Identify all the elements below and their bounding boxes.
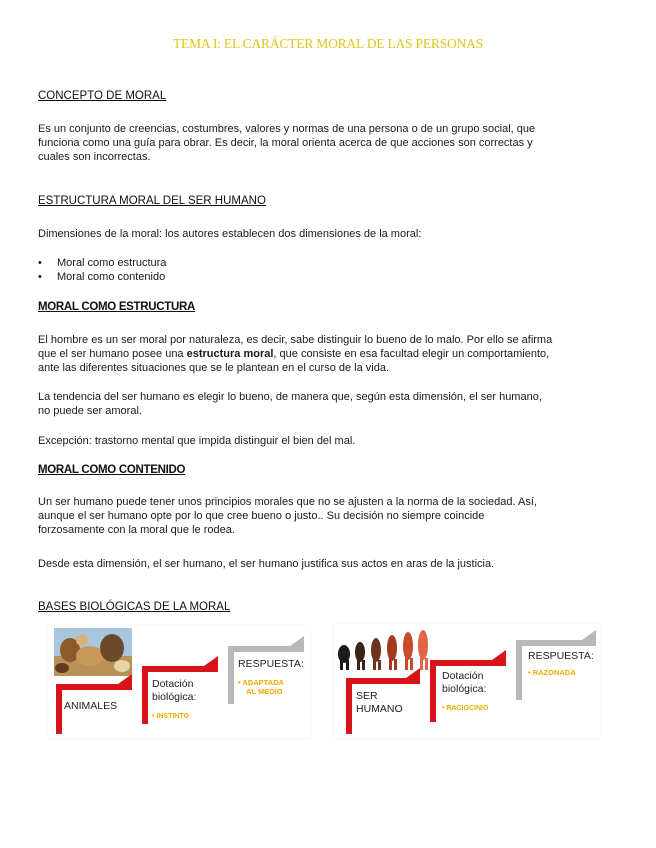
text-line: Es un conjunto de creencias, costumbres, valores y normas de una persona o de un grupo social, que [38, 123, 536, 135]
list-item: • Moral como estructura [38, 257, 167, 269]
paragraph-excepcion: Excepción: trastorno mental que impida distinguir el bien del mal. [38, 435, 356, 447]
heading-concepto-moral: CONCEPTO DE MORAL [38, 90, 167, 102]
bold-term: estructura moral [186, 348, 274, 360]
step-animales: ANIMALES [64, 700, 118, 712]
animals-picture [54, 628, 132, 676]
step-respuesta-label: RESPUESTA: [238, 658, 304, 670]
note-raciocinio: • RACIOCINIO [442, 705, 489, 712]
step-dotacion-label: Dotación biológica: [442, 670, 487, 695]
text-line: ante las diferentes situaciones que se le plantean en el curso de la vida. [38, 362, 390, 374]
text-line: La tendencia del ser humano es elegir lo bueno, de manera que, según esta dimensión, el ser humano, [38, 391, 542, 403]
evolution-picture [338, 630, 428, 670]
heading-moral-contenido: MORAL COMO CONTENIDO [38, 464, 186, 476]
text-line: forzosamente con la moral que le rodea. [38, 524, 235, 536]
bullet-icon: • [38, 257, 42, 269]
list-item: • Moral como contenido [38, 271, 166, 283]
note-instinto: • INSTINTO [152, 713, 189, 720]
note-adaptada: • ADAPTADA AL MEDIO [238, 678, 284, 696]
text-line: Un ser humano puede tener unos principios morales que no se ajusten a la norma de la sociedad. Así, [38, 496, 537, 508]
heading-estructura-moral: ESTRUCTURA MORAL DEL SER HUMANO [38, 195, 266, 207]
bullet-icon: • [38, 271, 42, 283]
document-title: TEMA I: EL CARÁCTER MORAL DE LAS PERSONAS [173, 36, 483, 51]
paragraph-contenido-1 [38, 495, 620, 537]
note-razonada: • RAZONADA [528, 668, 576, 677]
paragraph-contenido-2: Desde esta dimensión, el ser humano, el ser humano justifica sus actos en aras de la justicia. [38, 558, 495, 570]
text-line: no puede ser amoral. [38, 405, 142, 417]
heading-bases-biologicas: BASES BIOLÓGICAS DE LA MORAL [38, 601, 231, 613]
text-line: El hombre es un ser moral por naturaleza, es decir, sabe distinguir lo bueno de lo malo. Por ello se afirma [38, 334, 553, 346]
paragraph-concepto [38, 122, 620, 164]
text-line: cuales son incorrectas. [38, 151, 151, 163]
step-respuesta-label: RESPUESTA: [528, 650, 594, 662]
heading-moral-estructura: MORAL COMO ESTRUCTURA [38, 301, 196, 313]
estructura-intro: Dimensiones de la moral: los autores establecen dos dimensiones de la moral: [38, 228, 422, 240]
diagram-animales [48, 626, 310, 738]
text-line: que el ser humano posee una estructura moral, que consiste en esa facultad elegir un comportamiento, [38, 348, 550, 360]
paragraph-estructura-2 [38, 390, 620, 418]
step-dotacion-label: Dotación biológica: [152, 678, 197, 703]
diagram-ser-humano [334, 624, 600, 738]
text-line: aunque el ser humano opte por lo que cree bueno o justo.. Su decisión no siempre coincide [38, 510, 485, 522]
step-ser-humano: SER HUMANO [356, 690, 403, 715]
dimensiones-list [38, 256, 620, 284]
paragraph-estructura-1 [38, 333, 620, 375]
text-line: funciona como una guía para obrar. Es decir, la moral orienta acerca de que acciones son correctas y [38, 137, 533, 149]
